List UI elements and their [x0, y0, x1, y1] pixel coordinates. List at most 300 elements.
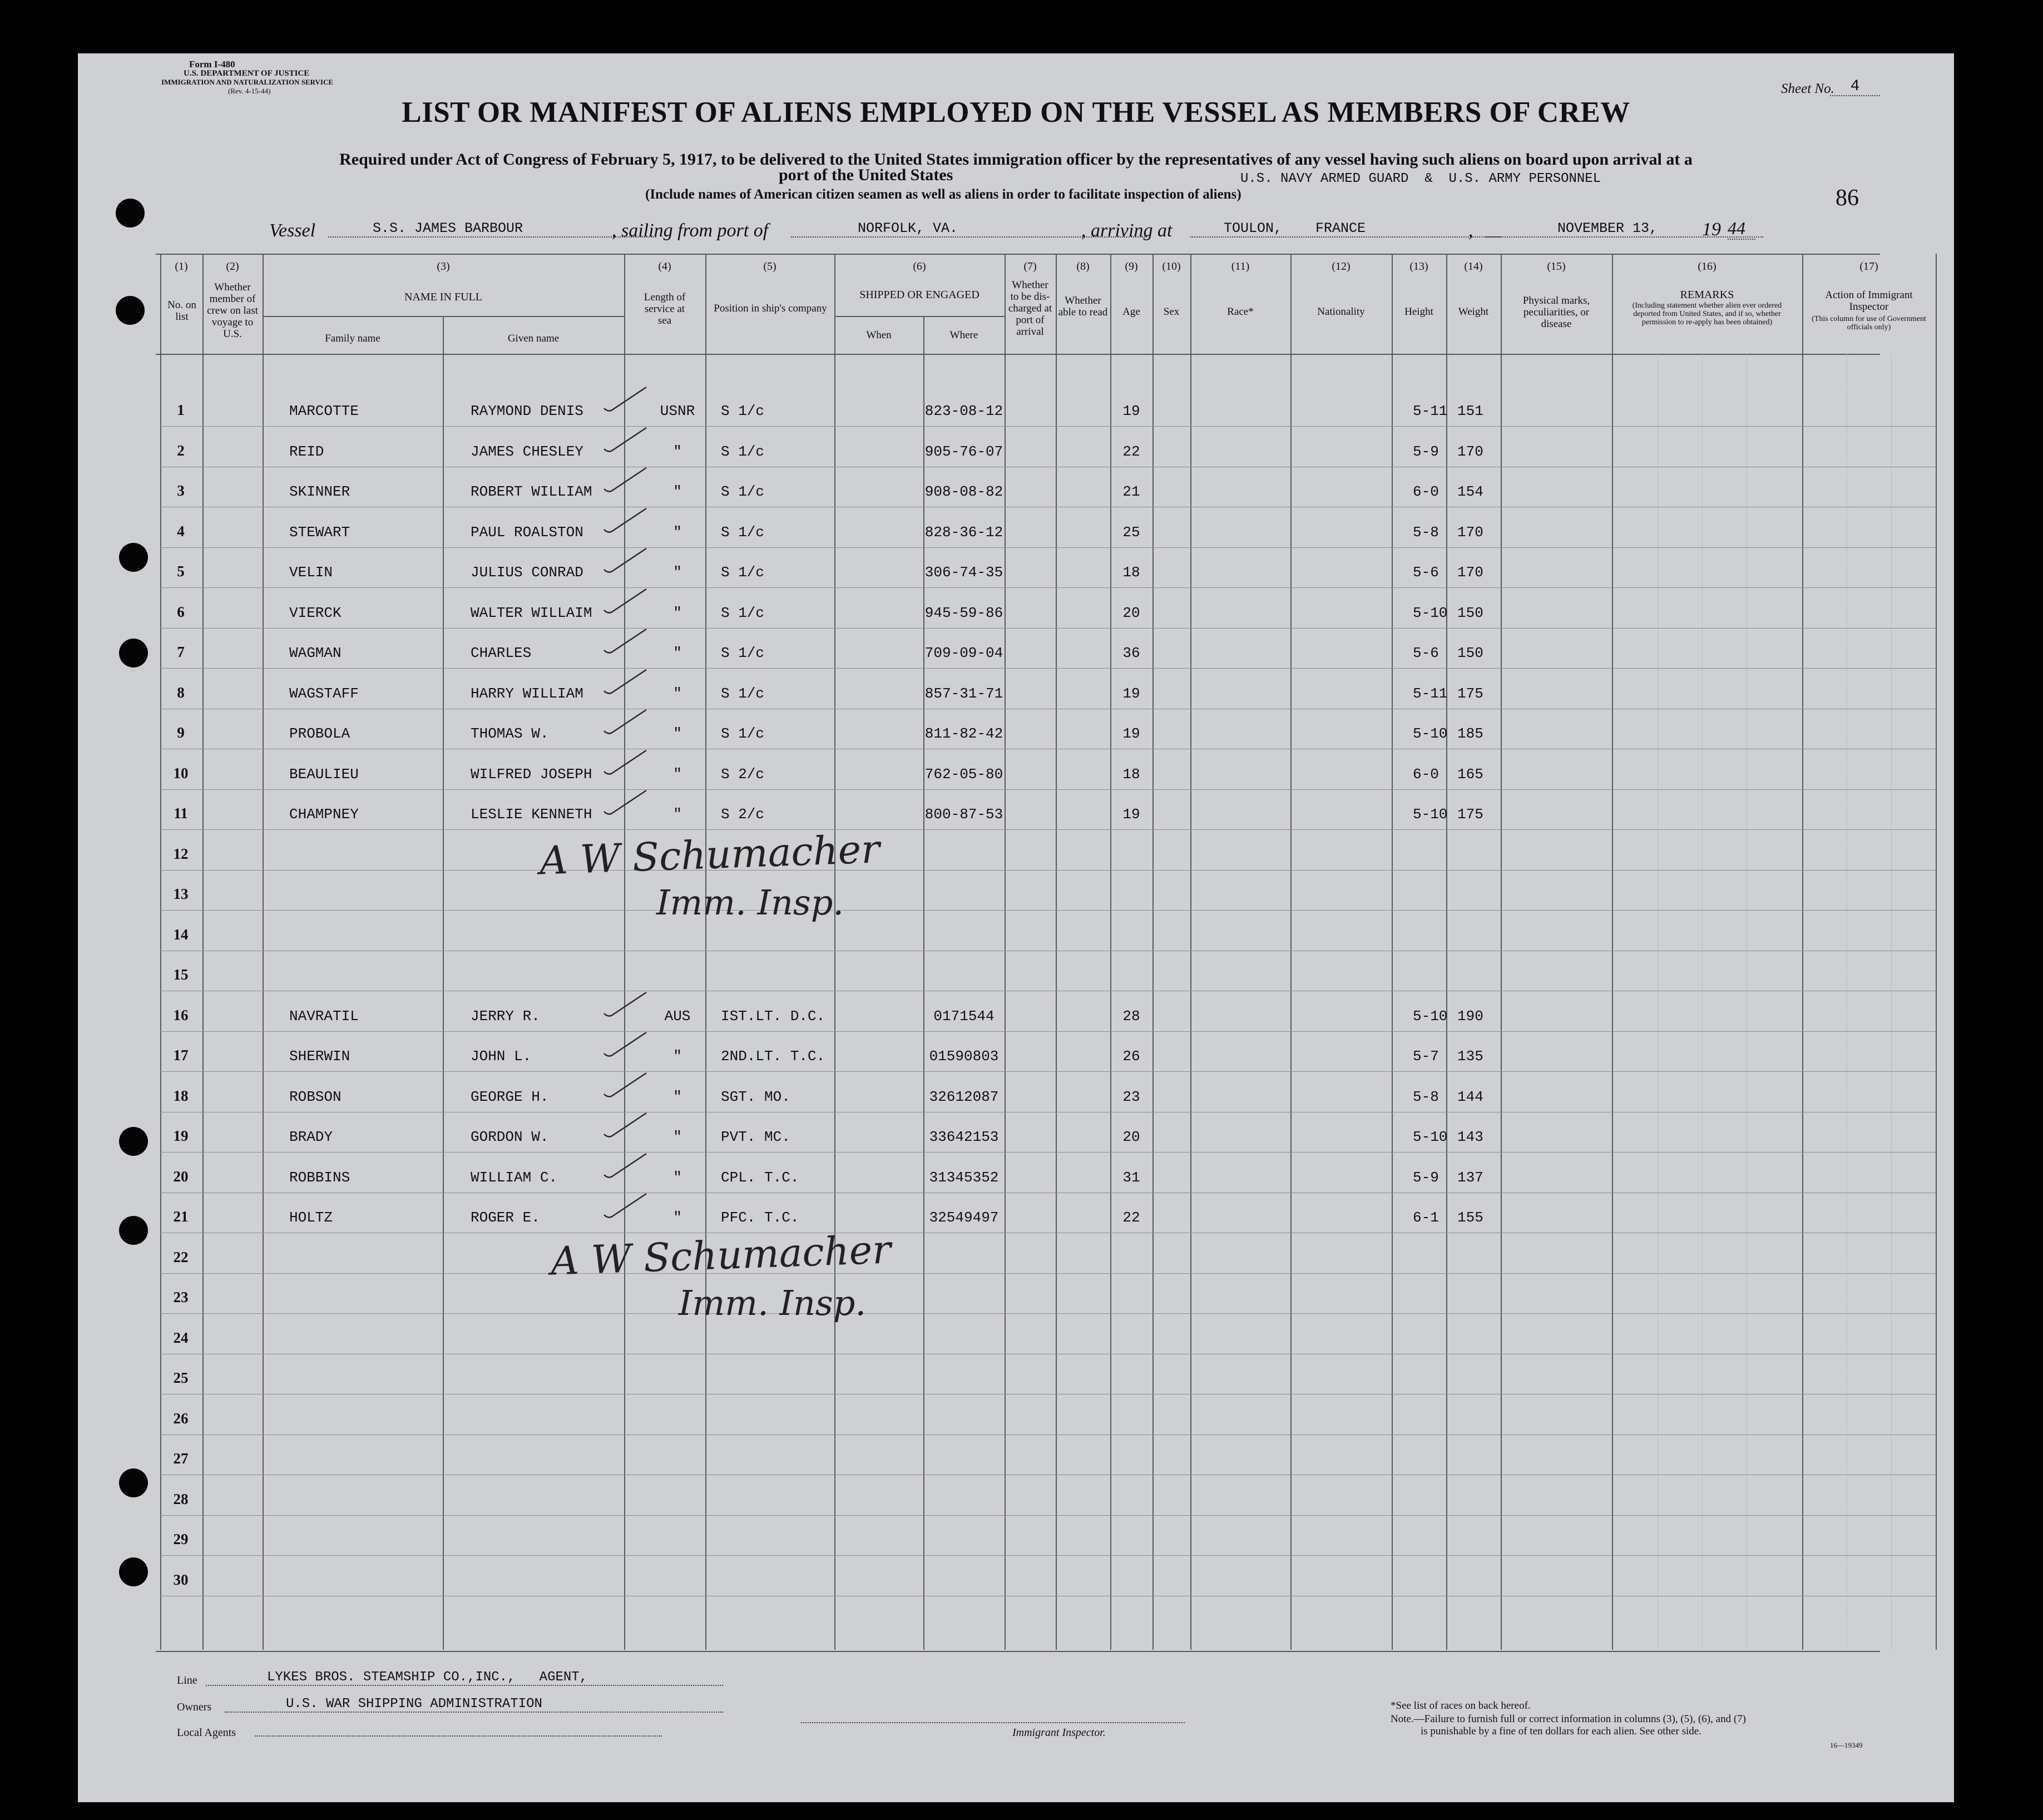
- row-number: 19: [173, 1127, 189, 1144]
- header-where: Where: [949, 329, 978, 341]
- cell-given: ROBERT WILLIAM: [471, 483, 592, 500]
- cell-given: GEORGE H.: [471, 1089, 549, 1105]
- cell-family: BRADY: [289, 1129, 333, 1145]
- header-action-note: (This column for use of Government officials only): [1812, 315, 1926, 332]
- cell-service: ": [673, 564, 682, 581]
- col-num-5: (5): [763, 260, 776, 273]
- cell-height: 5-11: [1413, 685, 1448, 702]
- cell-family: SKINNER: [289, 483, 350, 500]
- header-given-name: Given name: [507, 333, 560, 344]
- row-number: 8: [177, 684, 185, 701]
- cell-age: 26: [1122, 1048, 1140, 1065]
- check-mark-icon: [601, 424, 651, 458]
- row-number: 29: [173, 1531, 189, 1547]
- cell-given: WILLIAM C.: [471, 1169, 558, 1186]
- race-note: *See list of races on back hereof.: [1391, 1700, 1531, 1712]
- col-line: [834, 254, 835, 1650]
- cell-height: 5-8: [1413, 1089, 1439, 1105]
- header-whether-member: Whether member of crew on last voyage to U.S.: [207, 281, 258, 340]
- row-rule: [160, 426, 1936, 427]
- print-code: 16—19349: [1830, 1741, 1863, 1749]
- cell-service: ": [673, 1089, 682, 1105]
- row-number: 24: [173, 1329, 189, 1346]
- cell-height: 5-9: [1413, 1169, 1439, 1186]
- cell-height: 6-0: [1413, 766, 1439, 783]
- col-num-6: (6): [913, 260, 926, 273]
- cell-given: JERRY R.: [471, 1008, 540, 1025]
- cell-given: JOHN L.: [471, 1048, 532, 1065]
- check-mark-icon: [601, 747, 651, 780]
- check-mark-icon: [601, 545, 651, 578]
- line-value: LYKES BROS. STEAMSHIP CO.,INC., AGENT,: [206, 1670, 723, 1686]
- cell-height: 5-10: [1413, 1129, 1448, 1145]
- cell-service: ": [673, 1209, 682, 1226]
- cell-position: PVT. MC.: [721, 1129, 790, 1145]
- cell-service: ": [673, 443, 682, 460]
- cell-position: S 1/c: [721, 564, 765, 581]
- row-rule: [160, 910, 1936, 911]
- cell-service: ": [673, 1048, 682, 1065]
- row-rule: [160, 668, 1936, 669]
- grid-line: [1702, 354, 1703, 1650]
- cell-weight: 150: [1457, 645, 1483, 661]
- cell-weight: 165: [1457, 766, 1483, 783]
- row-number: 16: [173, 1007, 189, 1023]
- cell-where: 32612087: [929, 1089, 999, 1105]
- inspector-label: Immigrant Inspector.: [1012, 1727, 1106, 1739]
- cell-position: S 2/c: [721, 766, 765, 783]
- cell-height: 5-9: [1413, 443, 1439, 460]
- check-mark-icon: [601, 1070, 651, 1103]
- cell-age: 36: [1122, 645, 1140, 661]
- row-number: 9: [177, 724, 185, 741]
- col-line: [705, 254, 706, 1650]
- cell-service: ": [673, 766, 682, 783]
- header-race: Race*: [1227, 306, 1254, 318]
- header-length-service: Length of service at sea: [644, 291, 686, 327]
- row-number: 10: [173, 765, 189, 782]
- header-height: Height: [1404, 306, 1433, 318]
- row-number: 3: [177, 482, 185, 499]
- col-line: [1290, 254, 1292, 1650]
- col-num-4: (4): [658, 260, 671, 273]
- cell-age: 19: [1122, 685, 1140, 702]
- punch-hole: [119, 543, 148, 572]
- cell-family: WAGSTAFF: [289, 685, 359, 702]
- row-rule: [160, 829, 1936, 830]
- check-mark-icon: [601, 384, 651, 417]
- department-name: U.S. DEPARTMENT OF JUSTICE: [184, 69, 310, 78]
- header-able-read: Whether able to read: [1058, 295, 1108, 318]
- col-num-9: (9): [1125, 260, 1138, 273]
- header-bottom-rule: [156, 354, 1880, 355]
- col-line: [1056, 254, 1057, 1650]
- cell-age: 20: [1122, 1129, 1140, 1145]
- cell-where: 762-05-80: [924, 766, 1003, 783]
- check-mark-icon: [601, 1150, 651, 1184]
- cell-where: 945-59-86: [924, 605, 1003, 621]
- cell-service: ": [673, 725, 682, 742]
- punch-hole: [119, 1557, 148, 1586]
- row-number: 22: [173, 1249, 189, 1265]
- vessel-label: Vessel: [269, 220, 316, 241]
- cell-service: USNR: [660, 403, 695, 419]
- table-frame: [156, 254, 1880, 1652]
- cell-age: 22: [1122, 443, 1140, 460]
- row-number: 30: [173, 1571, 189, 1588]
- cell-where: 811-82-42: [924, 725, 1003, 742]
- cell-given: WALTER WILLAIM: [471, 605, 592, 621]
- cell-position: S 2/c: [721, 806, 765, 823]
- row-number: 14: [173, 926, 189, 943]
- cell-where: 828-36-12: [924, 524, 1003, 541]
- row-number: 7: [177, 644, 185, 660]
- cell-position: S 1/c: [721, 725, 765, 742]
- row-number: 4: [177, 523, 185, 540]
- cell-where: 857-31-71: [924, 685, 1003, 702]
- row-number: 11: [174, 805, 188, 822]
- col-num-12: (12): [1332, 260, 1351, 273]
- cell-where: 800-87-53: [924, 806, 1003, 823]
- cell-given: THOMAS W.: [471, 725, 549, 742]
- check-mark-icon: [601, 505, 651, 538]
- cell-family: HOLTZ: [289, 1209, 333, 1226]
- cell-family: ROBBINS: [289, 1169, 350, 1186]
- cell-where: 0171544: [933, 1008, 995, 1025]
- col-num-1: (1): [175, 260, 188, 273]
- row-number: 21: [173, 1208, 189, 1225]
- cell-position: S 1/c: [721, 685, 765, 702]
- cell-family: STEWART: [289, 524, 350, 541]
- cell-position: SGT. MO.: [721, 1089, 790, 1105]
- sailing-label: , sailing from port of: [612, 220, 769, 241]
- service-name: IMMIGRATION AND NATURALIZATION SERVICE: [161, 78, 334, 86]
- cell-where: 01590803: [929, 1048, 999, 1065]
- cell-weight: 151: [1457, 403, 1483, 419]
- cell-height: 5-7: [1413, 1048, 1439, 1065]
- year-suffix: 44: [1728, 218, 1755, 240]
- header-name-in-full: NAME IN FULL: [404, 291, 482, 303]
- cell-service: AUS: [664, 1008, 691, 1025]
- cell-family: MARCOTTE: [289, 403, 359, 419]
- cell-height: 5-6: [1413, 564, 1439, 581]
- cell-age: 20: [1122, 605, 1140, 621]
- departure-port: NORFOLK, VA.: [791, 220, 1147, 238]
- arriving-label: , arriving at: [1081, 220, 1173, 241]
- cell-position: S 1/c: [721, 483, 765, 500]
- cell-height: 6-0: [1413, 483, 1439, 500]
- penalty-note-2: is punishable by a fine of ten dollars for each alien. See other side.: [1421, 1725, 1701, 1737]
- col-line: [1446, 254, 1447, 1650]
- row-rule: [160, 1031, 1936, 1032]
- cell-age: 21: [1122, 483, 1140, 500]
- row-rule: [160, 1555, 1936, 1556]
- cell-given: RAYMOND DENIS: [471, 403, 583, 419]
- cell-height: 5-8: [1413, 524, 1439, 541]
- subtitle-act: Required under Act of Congress of February 5, 1917, to be delivered to the United States immigration officer by the representatives of any vessel having such aliens on board upon arrival at a: [339, 150, 1693, 169]
- cell-family: SHERWIN: [289, 1048, 350, 1065]
- row-number: 23: [173, 1289, 189, 1305]
- cell-family: PROBOLA: [289, 725, 350, 742]
- cell-service: ": [673, 524, 682, 541]
- cell-age: 19: [1122, 725, 1140, 742]
- cell-given: WILFRED JOSEPH: [471, 766, 592, 783]
- col-num-16: (16): [1698, 260, 1716, 273]
- punch-hole: [119, 1216, 148, 1245]
- header-sex: Sex: [1163, 306, 1180, 318]
- cell-position: CPL. T.C.: [721, 1169, 799, 1186]
- row-rule: [160, 1515, 1936, 1516]
- col-line: [1612, 254, 1613, 1650]
- col-num-8: (8): [1076, 260, 1090, 273]
- header-shipped: SHIPPED OR ENGAGED: [859, 289, 980, 301]
- col-line: [1392, 254, 1393, 1650]
- row-number: 17: [173, 1047, 189, 1064]
- cell-height: 5-10: [1413, 605, 1448, 621]
- revision-date: (Rev. 4-15-44): [228, 87, 271, 95]
- cell-age: 19: [1122, 403, 1140, 419]
- sheet-number: 4: [1830, 78, 1880, 96]
- cell-position: S 1/c: [721, 605, 765, 621]
- typed-personnel-note: U.S. NAVY ARMED GUARD & U.S. ARMY PERSONNEL: [1240, 171, 1601, 186]
- row-rule: [160, 1273, 1936, 1274]
- line-label: Line: [177, 1674, 197, 1687]
- cell-weight: 170: [1457, 564, 1483, 581]
- arrival-port: TOULON, FRANCE: [1190, 220, 1502, 238]
- cell-weight: 175: [1457, 685, 1483, 702]
- local-agents-value: [255, 1722, 662, 1737]
- col-num-14: (14): [1464, 260, 1483, 273]
- cell-family: BEAULIEU: [289, 766, 359, 783]
- cell-weight: 144: [1457, 1089, 1483, 1105]
- punch-hole: [116, 199, 145, 228]
- header-position: Position in ship's company: [714, 303, 827, 314]
- signature-1-line2: Imm. Insp.: [656, 882, 844, 923]
- col-line: [1005, 254, 1006, 1650]
- cell-height: 5-10: [1413, 725, 1448, 742]
- cell-service: ": [673, 685, 682, 702]
- subtitle-instructions: (Include names of American citizen seamen as well as aliens in order to facilitate inspection of aliens): [645, 187, 1241, 202]
- cell-service: ": [673, 645, 682, 661]
- check-mark-icon: [601, 586, 651, 619]
- cell-service: ": [673, 1129, 682, 1145]
- cell-service: ": [673, 605, 682, 621]
- cell-position: S 1/c: [721, 443, 765, 460]
- row-rule: [160, 789, 1936, 790]
- cell-family: WAGMAN: [289, 645, 342, 661]
- cell-given: LESLIE KENNETH: [471, 806, 592, 823]
- col-line: [443, 316, 444, 1650]
- row-rule: [160, 1313, 1936, 1314]
- row-rule: [160, 1152, 1936, 1153]
- col-num-13: (13): [1409, 260, 1428, 273]
- penalty-note-1: Note.—Failure to furnish full or correct information in columns (3), (5), (6), and (7): [1391, 1713, 1746, 1725]
- cell-weight: 170: [1457, 443, 1483, 460]
- form-number: Form I-480: [189, 59, 235, 70]
- row-number: 1: [177, 402, 185, 418]
- col-line: [1802, 254, 1803, 1650]
- row-rule: [160, 628, 1936, 629]
- cell-weight: 143: [1457, 1129, 1483, 1145]
- row-number: 15: [173, 966, 189, 983]
- col-num-17: (17): [1859, 260, 1878, 273]
- cell-height: 5-10: [1413, 806, 1448, 823]
- owners-value: U.S. WAR SHIPPING ADMINISTRATION: [225, 1697, 723, 1713]
- signature-2-line2: Imm. Insp.: [679, 1283, 867, 1323]
- cell-age: 28: [1122, 1008, 1140, 1025]
- cell-position: 2ND.LT. T.C.: [721, 1048, 825, 1065]
- cell-where: 32549497: [929, 1209, 999, 1226]
- signature-1-line1: A W Schumacher: [538, 826, 880, 884]
- cell-height: 6-1: [1413, 1209, 1439, 1226]
- punch-hole: [116, 296, 145, 325]
- row-rule: [160, 870, 1936, 871]
- cell-given: HARRY WILLIAM: [471, 685, 583, 702]
- header-physical: Physical marks, peculiarities, or disease: [1522, 295, 1590, 330]
- col-line: [1152, 254, 1154, 1650]
- page-number: 86: [1836, 185, 1859, 211]
- cell-given: GORDON W.: [471, 1129, 549, 1145]
- col-num-11: (11): [1231, 260, 1250, 273]
- check-mark-icon: [601, 464, 651, 498]
- sheet-label: Sheet No.: [1781, 81, 1834, 96]
- vessel-name: S.S. JAMES BARBOUR: [328, 220, 656, 238]
- col-num-15: (15): [1547, 260, 1566, 273]
- cell-height: 5-6: [1413, 645, 1439, 661]
- cell-weight: 135: [1457, 1048, 1483, 1065]
- col-line: [923, 316, 924, 1650]
- check-mark-icon: [601, 666, 651, 700]
- check-mark-icon: [601, 787, 651, 820]
- cell-service: ": [673, 1169, 682, 1186]
- cell-where: 905-76-07: [924, 443, 1003, 460]
- cell-age: 18: [1122, 766, 1140, 783]
- header-nationality: Nationality: [1317, 306, 1365, 318]
- cell-family: VIERCK: [289, 605, 342, 621]
- col-line: [1110, 254, 1111, 1650]
- col-line: [1190, 254, 1191, 1650]
- row-number: 25: [173, 1369, 189, 1386]
- row-number: 28: [173, 1491, 189, 1507]
- cell-where: 709-09-04: [924, 645, 1003, 661]
- comma-sep: ,: [1468, 220, 1473, 241]
- cell-weight: 170: [1457, 524, 1483, 541]
- grid-line: [1891, 354, 1892, 1650]
- header-action: Action of Immigrant Inspector: [1825, 289, 1913, 313]
- row-rule: [160, 1071, 1936, 1072]
- punch-hole: [119, 639, 148, 667]
- check-mark-icon: [601, 626, 651, 659]
- signature-2-line1: A W Schumacher: [550, 1226, 892, 1284]
- cell-position: IST.LT. D.C.: [721, 1008, 825, 1025]
- cell-where: 33642153: [929, 1129, 999, 1145]
- year-prefix: 19: [1702, 219, 1721, 240]
- col-line: [624, 254, 625, 1650]
- row-number: 13: [173, 886, 189, 902]
- subtitle-port: port of the United States: [779, 166, 953, 184]
- col-line: [202, 254, 204, 1650]
- page-title: LIST OR MANIFEST OF ALIENS EMPLOYED ON THE VESSEL AS MEMBERS OF CREW: [402, 96, 1630, 128]
- cell-family: NAVRATIL: [289, 1008, 359, 1025]
- inspector-signature-line: [801, 1722, 1185, 1723]
- arrival-date: NOVEMBER 13,: [1485, 220, 1763, 238]
- cell-given: PAUL ROALSTON: [471, 524, 583, 541]
- cell-position: S 1/c: [721, 403, 765, 419]
- cell-family: VELIN: [289, 564, 333, 581]
- punch-hole: [119, 1127, 148, 1156]
- owners-label: Owners: [177, 1701, 212, 1713]
- cell-family: ROBSON: [289, 1089, 342, 1105]
- cell-position: S 1/c: [721, 524, 765, 541]
- cell-given: JULIUS CONRAD: [471, 564, 583, 581]
- header-when: When: [866, 329, 892, 341]
- cell-weight: 185: [1457, 725, 1483, 742]
- cell-age: 25: [1122, 524, 1140, 541]
- col-num-3: (3): [437, 260, 450, 273]
- cell-weight: 190: [1457, 1008, 1483, 1025]
- cell-weight: 155: [1457, 1209, 1483, 1226]
- header-family-name: Family name: [325, 333, 380, 344]
- col-line: [1501, 254, 1502, 1650]
- cell-service: ": [673, 806, 682, 823]
- row-rule: [160, 547, 1936, 548]
- row-number: 26: [173, 1410, 189, 1427]
- cell-age: 23: [1122, 1089, 1140, 1105]
- check-mark-icon: [601, 706, 651, 740]
- cell-height: 5-11: [1413, 403, 1448, 419]
- row-number: 27: [173, 1450, 189, 1467]
- cell-given: CHARLES: [471, 645, 532, 661]
- row-number: 20: [173, 1168, 189, 1185]
- header-remarks-note: (Including statement whether alien ever ordered deported from United States, and if so, whether permission to re-apply has been obtained): [1632, 301, 1782, 327]
- cell-position: PFC. T.C.: [721, 1209, 799, 1226]
- check-mark-icon: [601, 989, 651, 1022]
- cell-weight: 175: [1457, 806, 1483, 823]
- header-no-on-list: No. on list: [167, 299, 196, 323]
- cell-position: S 1/c: [721, 645, 765, 661]
- cell-family: REID: [289, 443, 324, 460]
- cell-family: CHAMPNEY: [289, 806, 359, 823]
- row-number: 5: [177, 563, 185, 580]
- cell-height: 5-10: [1413, 1008, 1448, 1025]
- shipped-subrule: [834, 316, 1005, 317]
- check-mark-icon: [601, 1110, 651, 1143]
- cell-age: 19: [1122, 806, 1140, 823]
- punch-hole: [119, 1468, 148, 1497]
- cell-where: 908-08-82: [924, 483, 1003, 500]
- header-discharged: Whether to be dis-charged at port of arrival: [1008, 279, 1052, 338]
- signature-1: [538, 826, 985, 943]
- local-agents-label: Local Agents: [177, 1727, 236, 1739]
- cell-weight: 154: [1457, 483, 1483, 500]
- header-weight: Weight: [1458, 306, 1489, 318]
- col-line: [160, 254, 161, 1650]
- cell-age: 18: [1122, 564, 1140, 581]
- cell-weight: 137: [1457, 1169, 1483, 1186]
- cell-where: 823-08-12: [924, 403, 1003, 419]
- row-number: 12: [173, 845, 189, 862]
- row-number: 2: [177, 442, 185, 459]
- cell-age: 22: [1122, 1209, 1140, 1226]
- row-number: 6: [177, 604, 185, 620]
- row-rule: [160, 587, 1936, 588]
- manifest-sheet: [78, 53, 1954, 1802]
- col-line: [263, 254, 264, 1650]
- cell-where: 31345352: [929, 1169, 999, 1186]
- col-num-10: (10): [1162, 260, 1181, 273]
- name-subrule: [263, 316, 624, 317]
- cell-given: ROGER E.: [471, 1209, 540, 1226]
